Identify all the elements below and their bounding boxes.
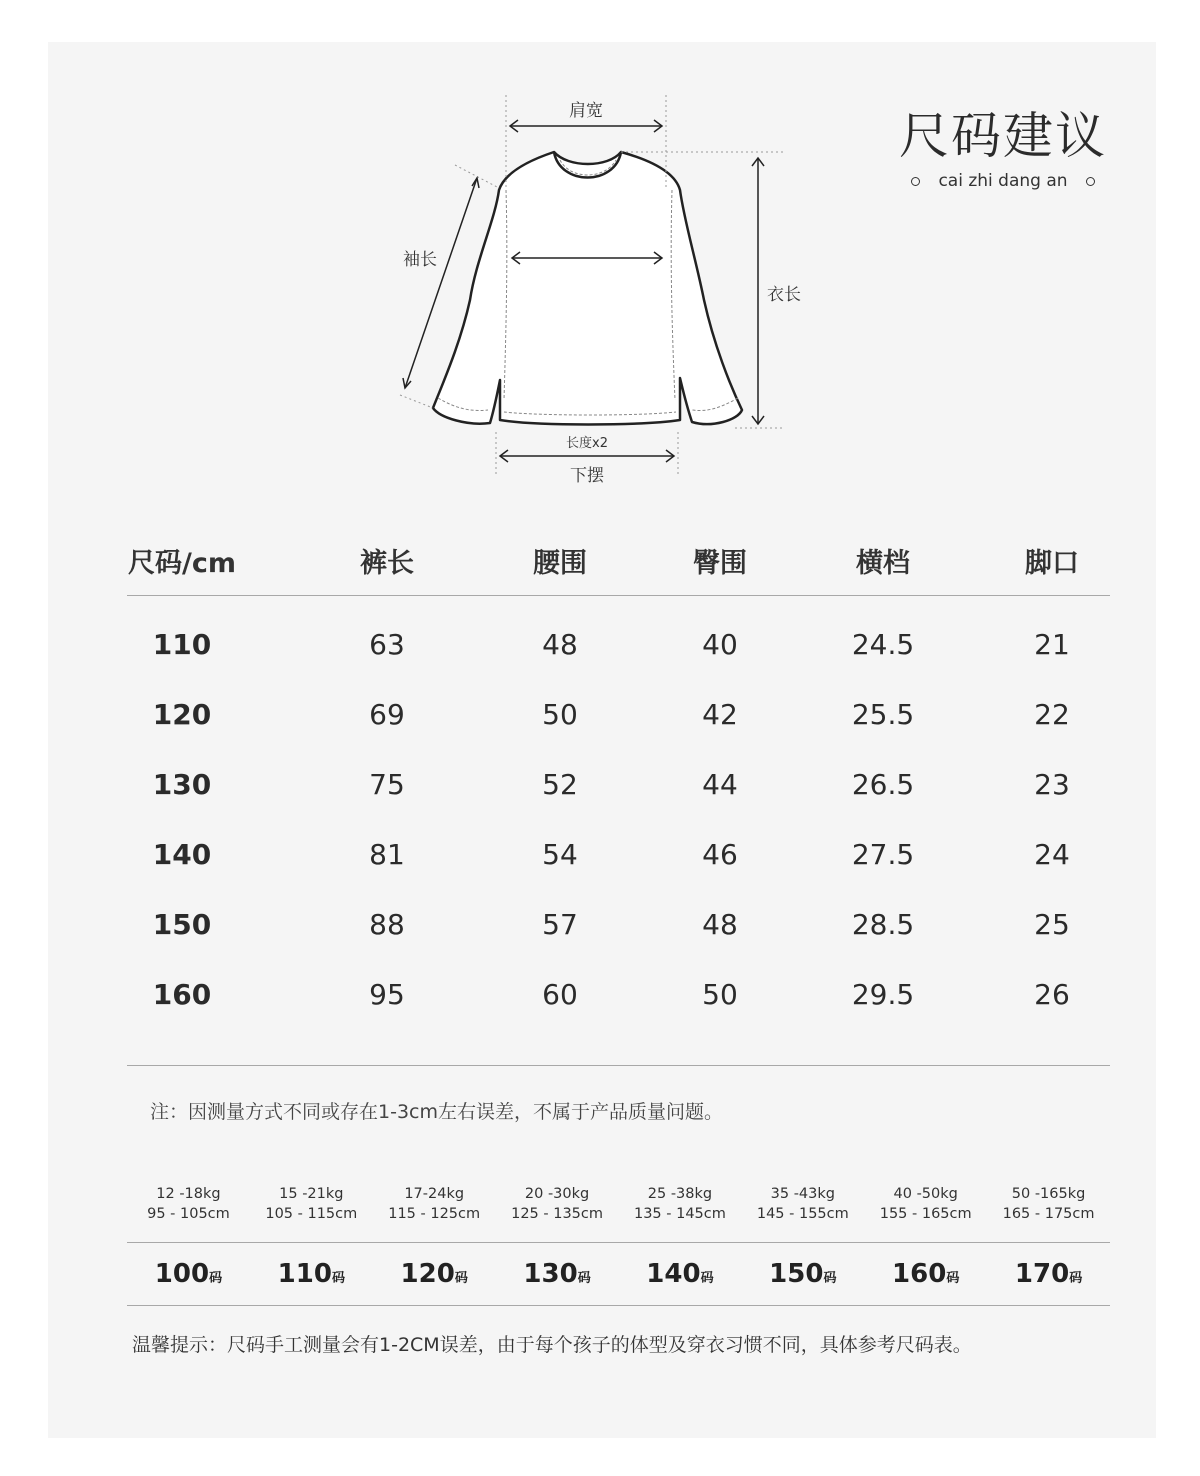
header-hip: 臀围 xyxy=(693,547,747,579)
size-code xyxy=(373,1259,496,1289)
table-cell: 57 xyxy=(542,907,578,941)
range-cell xyxy=(373,1180,496,1242)
table-cell: 24 xyxy=(1034,837,1070,871)
size-cell: 130 xyxy=(152,767,212,801)
size-code-number: 100 xyxy=(154,1259,210,1289)
size-code-unit: 码 xyxy=(577,1271,591,1286)
size-code-unit: 码 xyxy=(1069,1271,1083,1286)
size-cell: 110 xyxy=(152,627,212,661)
size-code-number: 130 xyxy=(523,1259,578,1289)
height-range: 105 - 115cm xyxy=(265,1206,358,1222)
weight-height-row xyxy=(127,1180,1110,1243)
table-cell: 40 xyxy=(702,627,738,661)
size-cell: 140 xyxy=(152,837,212,871)
size-cell: 160 xyxy=(152,977,212,1011)
height-range: 135 - 145cm xyxy=(633,1206,726,1222)
weight-range: 17-24kg xyxy=(404,1186,465,1202)
size-guide-table xyxy=(127,1180,1110,1306)
size-code-row xyxy=(127,1243,1110,1306)
table-cell: 69 xyxy=(369,697,405,731)
size-code xyxy=(127,1259,250,1289)
table-cell: 46 xyxy=(702,837,738,871)
size-code xyxy=(741,1259,864,1289)
table-cell: 60 xyxy=(542,977,578,1011)
table-cell: 48 xyxy=(542,627,578,661)
size-code xyxy=(619,1259,742,1289)
garment-diagram xyxy=(0,0,1200,500)
hem-label: 下摆 xyxy=(570,466,604,486)
hem-note: 长度x2 xyxy=(566,436,608,451)
weight-range: 50 -165kg xyxy=(1011,1186,1086,1202)
range-cell xyxy=(741,1180,864,1242)
table-row xyxy=(127,609,1110,679)
size-code-number: 110 xyxy=(277,1259,332,1289)
size-cell: 150 xyxy=(152,907,212,941)
header-waist: 腰围 xyxy=(533,547,587,579)
size-table xyxy=(127,525,1110,1066)
table-cell: 28.5 xyxy=(851,907,915,941)
size-code-unit: 码 xyxy=(946,1271,960,1286)
table-row xyxy=(127,889,1110,959)
table-cell: 75 xyxy=(369,767,405,801)
size-code-number: 120 xyxy=(400,1259,455,1289)
table-cell: 81 xyxy=(369,837,405,871)
weight-range: 15 -21kg xyxy=(279,1186,344,1202)
range-cell xyxy=(496,1180,619,1242)
size-code-number: 140 xyxy=(646,1259,701,1289)
sleeve-label: 袖长 xyxy=(403,250,437,270)
page-title: 尺码建议 xyxy=(899,107,1107,165)
size-code-number: 160 xyxy=(892,1259,947,1289)
table-cell: 63 xyxy=(369,627,405,661)
table-row xyxy=(127,679,1110,749)
table-cell: 27.5 xyxy=(851,837,915,871)
table-cell: 44 xyxy=(702,767,738,801)
shoulder-label: 肩宽 xyxy=(569,101,603,121)
table-cell: 95 xyxy=(369,977,405,1011)
header-size: 尺码/cm xyxy=(128,547,236,579)
height-range: 165 - 175cm xyxy=(1002,1206,1095,1222)
size-code-number: 170 xyxy=(1014,1259,1070,1289)
table-row xyxy=(127,819,1110,889)
height-range: 155 - 165cm xyxy=(879,1206,972,1222)
table-body xyxy=(127,596,1110,1066)
table-cell: 26.5 xyxy=(851,767,915,801)
size-code xyxy=(987,1259,1110,1289)
height-range: 95 - 105cm xyxy=(147,1206,230,1222)
size-code-unit: 码 xyxy=(700,1271,714,1286)
range-cell xyxy=(250,1180,373,1242)
table-cell: 24.5 xyxy=(851,627,915,661)
table-header xyxy=(127,525,1110,596)
size-code-number: 150 xyxy=(769,1259,824,1289)
height-range: 125 - 135cm xyxy=(511,1206,604,1222)
header-pants-length: 裤长 xyxy=(360,547,414,579)
table-cell: 22 xyxy=(1034,697,1070,731)
table-cell: 25 xyxy=(1034,907,1070,941)
size-code xyxy=(250,1259,373,1289)
table-cell: 88 xyxy=(369,907,405,941)
page-subtitle: cai zhi dang an xyxy=(938,171,1068,191)
height-range: 115 - 125cm xyxy=(388,1206,481,1222)
table-cell: 48 xyxy=(702,907,738,941)
table-cell: 29.5 xyxy=(851,977,915,1011)
circle-dot-icon xyxy=(911,177,920,186)
size-code-unit: 码 xyxy=(823,1271,837,1286)
size-cell: 120 xyxy=(152,697,212,731)
size-code-unit: 码 xyxy=(209,1271,223,1286)
weight-range: 40 -50kg xyxy=(893,1186,958,1202)
table-cell: 42 xyxy=(702,697,738,731)
table-row xyxy=(127,749,1110,819)
length-label: 衣长 xyxy=(767,285,801,305)
weight-range: 20 -30kg xyxy=(524,1186,590,1202)
height-range: 145 - 155cm xyxy=(756,1206,849,1222)
header-leg-opening: 脚口 xyxy=(1025,547,1079,579)
size-code-unit: 码 xyxy=(454,1271,468,1286)
heading xyxy=(888,105,1118,191)
size-code xyxy=(496,1259,619,1289)
size-code xyxy=(864,1259,987,1289)
measurement-note: 注：因测量方式不同或存在1-3cm左右误差，不属于产品质量问题。 xyxy=(150,1101,723,1123)
table-cell: 26 xyxy=(1034,977,1070,1011)
circle-dot-icon xyxy=(1086,177,1095,186)
table-cell: 54 xyxy=(542,837,578,871)
range-cell xyxy=(619,1180,742,1242)
table-cell: 23 xyxy=(1034,767,1070,801)
table-cell: 50 xyxy=(702,977,738,1011)
weight-range: 12 -18kg xyxy=(156,1186,221,1202)
size-code-unit: 码 xyxy=(331,1271,345,1286)
heading-subtitle-row xyxy=(888,171,1118,191)
table-cell: 50 xyxy=(542,697,578,731)
table-cell: 21 xyxy=(1034,627,1070,661)
shirt-outline-icon xyxy=(433,152,742,425)
range-cell xyxy=(127,1180,250,1242)
table-cell: 52 xyxy=(542,767,578,801)
range-cell xyxy=(864,1180,987,1242)
range-cell xyxy=(987,1180,1110,1242)
header-crotch: 横档 xyxy=(856,547,910,579)
weight-range: 35 -43kg xyxy=(770,1186,835,1202)
table-row xyxy=(127,959,1110,1029)
warm-tip: 温馨提示：尺码手工测量会有1-2CM误差，由于每个孩子的体型及穿衣习惯不同，具体参考尺码表。 xyxy=(132,1334,972,1356)
weight-range: 25 -38kg xyxy=(647,1186,713,1202)
table-cell: 25.5 xyxy=(851,697,915,731)
